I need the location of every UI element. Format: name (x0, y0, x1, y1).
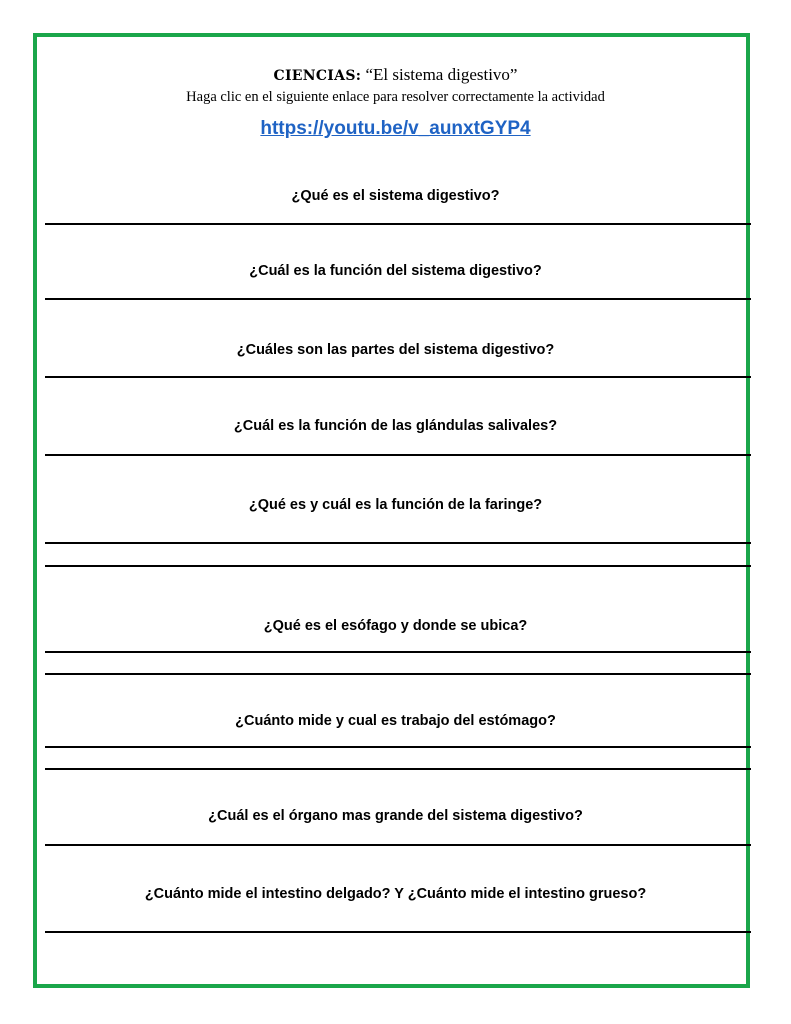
answer-line[interactable] (45, 673, 751, 675)
topic-title: “El sistema digestivo” (365, 65, 518, 84)
question-3: ¿Cuáles son las partes del sistema digestivo? (236, 342, 555, 358)
answer-line[interactable] (45, 844, 751, 846)
answer-line[interactable] (45, 376, 751, 378)
answer-line[interactable] (45, 768, 751, 770)
video-link-row (0, 117, 791, 141)
worksheet-title (0, 64, 791, 87)
question-1: ¿Qué es el sistema digestivo? (291, 188, 500, 204)
instruction-text: Haga clic en el siguiente enlace para resolver correctamente la actividad (186, 89, 605, 105)
answer-line[interactable] (45, 298, 751, 300)
answer-line[interactable] (45, 454, 751, 456)
question-5: ¿Qué es y cuál es la función de la faringe? (248, 497, 543, 513)
answer-line[interactable] (45, 746, 751, 748)
answer-line[interactable] (45, 542, 751, 544)
question-2: ¿Cuál es la función del sistema digestivo? (249, 263, 542, 279)
answer-line[interactable] (45, 931, 751, 933)
question-4: ¿Cuál es la función de las glándulas salivales? (233, 418, 558, 434)
video-link[interactable]: https://youtu.be/v_aunxtGYP4 (260, 118, 531, 139)
question-7: ¿Cuánto mide y cual es trabajo del estómago? (235, 713, 556, 729)
answer-line[interactable] (45, 565, 751, 567)
question-9: ¿Cuánto mide el intestino delgado? Y ¿Cuánto mide el intestino grueso? (144, 886, 647, 902)
subject-label: CIENCIAS: (273, 68, 362, 84)
question-6: ¿Qué es el esófago y donde se ubica? (263, 618, 528, 634)
answer-line[interactable] (45, 651, 751, 653)
answer-line[interactable] (45, 223, 751, 225)
question-8: ¿Cuál es el órgano mas grande del sistema digestivo? (208, 808, 583, 824)
